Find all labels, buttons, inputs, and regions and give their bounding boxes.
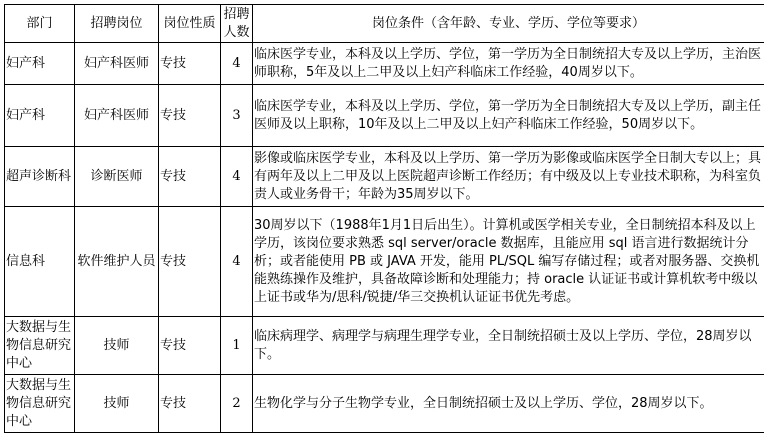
position-cell: 妇产科医师: [75, 43, 159, 85]
position-cell: 妇产科医师: [75, 85, 159, 147]
dept-cell: 大数据与生物信息研究中心: [5, 375, 75, 433]
table-row: [5, 43, 765, 85]
count-cell: 4: [221, 207, 253, 317]
requirements-cell: 30周岁以下（1988年1月1日后出生）。计算机或医学相关专业，全日制统招本科及以上学历，该岗位要求熟悉 sql server/oracle 数据库，且能应用 sql 语言进行数据统计分析；或者能使用 PB 或 JAVA 开发，能用 PL/SQL 编写存储过程；或者对服务器、交换机能熟练操作及维护，具备故障诊断和处理能力；持 oracle 认证证书或计算机软考中级以上证书或华为/思科/锐捷/华三交换机认证证书优先考虑。: [253, 207, 765, 317]
recruitment-table-sheet: [4, 4, 764, 434]
requirements-cell: 临床医学专业，本科及以上学历、学位，第一学历为全日制统招大专及以上学历，主治医师职称，5年及以上二甲及以上妇产科临床工作经验，40周岁以下。: [253, 43, 765, 85]
type-cell: 专技: [159, 207, 221, 317]
count-cell: 2: [221, 375, 253, 433]
type-cell: 专技: [159, 317, 221, 375]
position-cell: 诊断医师: [75, 147, 159, 207]
header-position: 招聘岗位: [75, 5, 159, 43]
requirements-cell: 临床医学专业，本科及以上学历、学位，第一学历为全日制统招大专及以上学历，副主任医师及以上职称，10年及以上二甲及以上妇产科临床工作经验，50周岁以下。: [253, 85, 765, 147]
dept-cell: 超声诊断科: [5, 147, 75, 207]
table-header-row: [5, 5, 765, 43]
position-cell: 软件维护人员: [75, 207, 159, 317]
type-cell: 专技: [159, 147, 221, 207]
type-cell: 专技: [159, 375, 221, 433]
header-dept: 部门: [5, 5, 75, 43]
position-cell: 技师: [75, 375, 159, 433]
requirements-cell: 生物化学与分子生物学专业，全日制统招硕士及以上学历、学位，28周岁以下。: [253, 375, 765, 433]
table-row: [5, 207, 765, 317]
recruitment-table: [4, 4, 764, 433]
dept-cell: 妇产科: [5, 85, 75, 147]
count-cell: 1: [221, 317, 253, 375]
count-cell: 3: [221, 85, 253, 147]
header-requirements: 岗位条件（含年龄、专业、学历、学位等要求）: [253, 5, 765, 43]
dept-cell: 信息科: [5, 207, 75, 317]
dept-cell: 大数据与生物信息研究中心: [5, 317, 75, 375]
header-type: 岗位性质: [159, 5, 221, 43]
count-cell: 4: [221, 43, 253, 85]
table-row: [5, 85, 765, 147]
count-cell: 4: [221, 147, 253, 207]
table-row: [5, 147, 765, 207]
header-count: 招聘人数: [221, 5, 253, 43]
type-cell: 专技: [159, 43, 221, 85]
position-cell: 技师: [75, 317, 159, 375]
requirements-cell: 影像或临床医学专业，本科及以上学历、第一学历为影像或临床医学全日制大专以上；具有两年及以上二甲及以上医院超声诊断工作经历；有中级及以上专业技术职称，为科室负责人或业务骨干；年龄为35周岁以下。: [253, 147, 765, 207]
dept-cell: 妇产科: [5, 43, 75, 85]
type-cell: 专技: [159, 85, 221, 147]
requirements-cell: 临床病理学、病理学与病理生理学专业，全日制统招硕士及以上学历、学位，28周岁以下。: [253, 317, 765, 375]
table-row: [5, 375, 765, 433]
table-row: [5, 317, 765, 375]
